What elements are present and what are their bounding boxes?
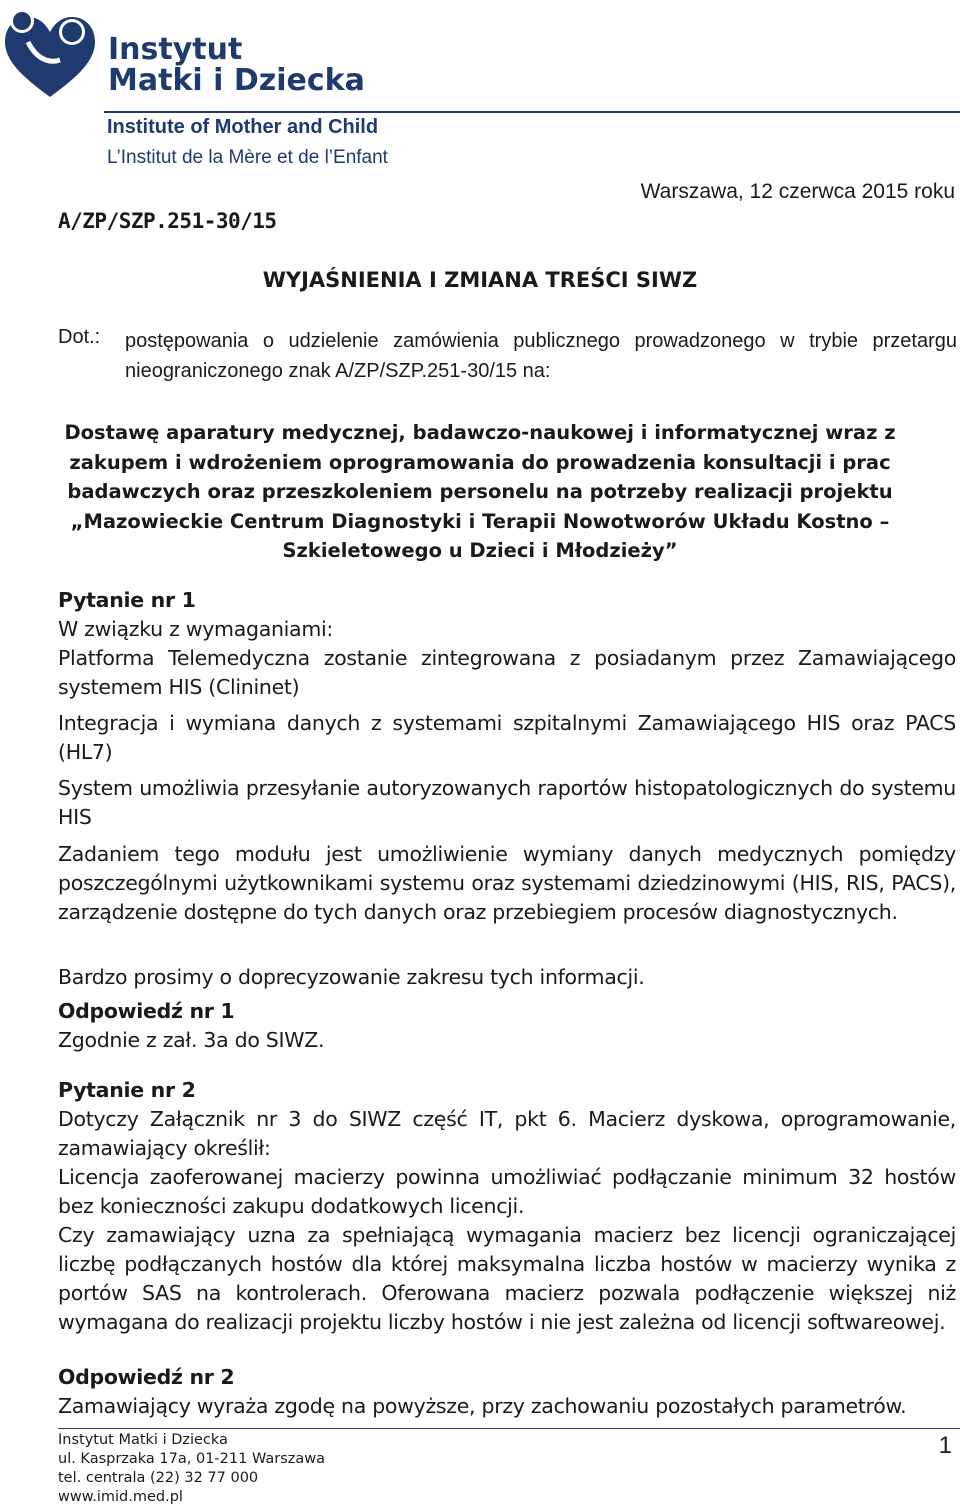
reference-number: A/ZP/SZP.251-30/15 (58, 209, 277, 233)
question-1-heading: Pytanie nr 1 (58, 588, 196, 612)
footer-divider (58, 1428, 960, 1429)
question-1-request: Bardzo prosimy o doprecyzowanie zakresu tych informacji. (58, 965, 645, 989)
question-1-intro: W związku z wymaganiami: (58, 617, 333, 641)
regarding-text: postępowania o udzielenie zamówienia publicznego prowadzonego w trybie przetargu nieograniczonego znak A/ZP/SZP.251-30/15 na: (125, 330, 957, 382)
question-1-paragraph-3: System umożliwia przesyłanie autoryzowanych raportów histopatologicznych do systemu HIS (58, 776, 956, 829)
logo (0, 2, 105, 102)
answer-2-text: Zamawiający wyraża zgodę na powyższe, przy zachowaniu pozostałych parametrów. (58, 1394, 907, 1418)
institute-name-fr: L’Institut de la Mère et de l’Enfant (107, 147, 388, 168)
footer-street: ul. Kasprzaka 17a, 01-211 Warszawa (58, 1451, 326, 1467)
logo-line-2: Matki i Dziecka (108, 63, 365, 98)
footer-address (58, 1431, 325, 1507)
answer-1-heading: Odpowiedź nr 1 (58, 999, 235, 1023)
footer-website[interactable]: www.imid.med.pl (58, 1489, 183, 1505)
footer-phone: tel. centrala (22) 32 77 000 (58, 1470, 259, 1486)
page-number: 1 (938, 1432, 952, 1459)
footer-institute: Instytut Matki i Dziecka (58, 1432, 228, 1448)
question-2-paragraph-3: Czy zamawiający uzna za spełniającą wymagania macierz bez licencji ograniczającej liczbę podłączanych hostów dla której maksymalna liczba hostów w macierzy wynika z portów SAS na kontrolerach. Oferowana macierz pozwala podłączenie większej niż wymagana do realizacji projektu liczby hostów i nie jest zależna od licencji softwareowej. (58, 1223, 956, 1334)
procurement-subject: Dostawę aparatury medycznej, badawczo-naukowej i informatycznej wraz z zakupem i wdrożeniem oprogramowania do prowadzenia konsultacji i prac badawczych oraz przeszkoleniem personelu na potrzeby realizacji projektu „Mazowieckie Centrum Diagnostyki i Terapii Nowotworów Układu Kostno –Szkieletowego u Dzieci i Młodzieży” (64, 421, 896, 562)
answer-1-text: Zgodnie z zał. 3a do SIWZ. (58, 1028, 325, 1052)
question-1-paragraph-2: Integracja i wymiana danych z systemami szpitalnymi Zamawiającego HIS oraz PACS (HL7) (58, 711, 956, 764)
heart-logo-icon (0, 2, 105, 102)
regarding-label: Dot.: (58, 326, 101, 348)
question-2-heading: Pytanie nr 2 (58, 1078, 196, 1102)
header-divider (104, 111, 960, 113)
institute-name-en: Institute of Mother and Child (107, 116, 379, 138)
question-1-paragraph-4: Zadaniem tego modułu jest umożliwienie wymiany danych medycznych pomiędzy poszczególnymi użytkownikami systemu oraz systemami dziedzinowymi (HIS, RIS, PACS), zarządzenie dostępne do tych danych oraz przebiegiem procesów diagnostycznych. (58, 842, 956, 924)
question-1-paragraph-1: Platforma Telemedyczna zostanie zintegrowana z posiadanym przez Zamawiającego systemem HIS (Clininet) (58, 646, 956, 699)
question-2-paragraph-2: Licencja zaoferowanej macierzy powinna umożliwiać podłączanie minimum 32 hostów bez konieczności zakupu dodatkowych licencji. (58, 1165, 956, 1218)
logo-line-1: Instytut (108, 32, 243, 67)
question-2-paragraph-1: Dotyczy Załącznik nr 3 do SIWZ część IT, pkt 6. Macierz dyskowa, oprogramowanie, zamawiający określił: (58, 1107, 956, 1160)
answer-2-heading: Odpowiedź nr 2 (58, 1365, 235, 1389)
document-title: WYJAŚNIENIA I ZMIANA TREŚCI SIWZ (262, 268, 698, 292)
document-date: Warszawa, 12 czerwca 2015 roku (640, 180, 955, 203)
